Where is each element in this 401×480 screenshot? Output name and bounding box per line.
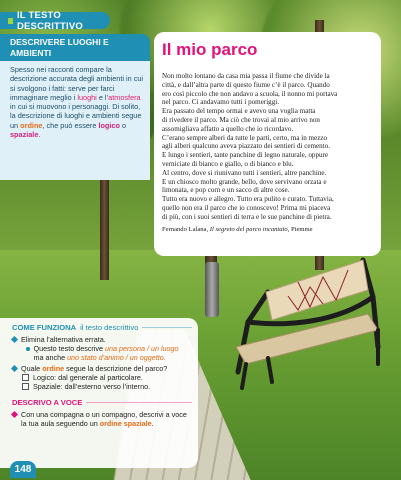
divider <box>86 402 192 403</box>
question-1-item-text <box>34 344 179 362</box>
keyword-ordine: ordine <box>42 363 65 373</box>
checkbox-option-logico[interactable] <box>12 373 192 382</box>
source-citation <box>162 226 373 233</box>
text-line: agli alberi qualcuno aveva piazzato dei sentieri di cemento. <box>162 142 331 151</box>
question-2-text <box>21 364 167 373</box>
q-text: Questo testo descrive <box>33 344 106 354</box>
choice-option[interactable]: uno stato d’animo / un oggetto. <box>67 353 166 363</box>
text-line: nel parco. Ci andavamo tutti i pomeriggi. <box>162 98 280 107</box>
keyword-ordine: ordine <box>20 120 43 130</box>
keyword-ordine-spaziale: ordine spaziale <box>99 419 152 429</box>
checkbox[interactable] <box>22 383 29 390</box>
section-heading-funziona <box>12 323 192 332</box>
text-line: Al centro, dove si riunivano tutti i sentieri, altre panchine. <box>162 168 327 177</box>
theory-text: . <box>38 130 41 140</box>
keyword-spaziale: spaziale <box>10 130 39 140</box>
text-line: città, e dall’altra parte di questo fiume c’è il parco. Quando <box>162 80 330 89</box>
text-line: C’erano sempre alberi da tutte le parti, certo, ma in mezzo <box>162 133 328 142</box>
text-line: Era passato del tempo ormai e avevo una voglia matta <box>162 107 316 116</box>
checkbox-label: Logico: dal generale al particolare. <box>33 372 143 382</box>
source-publisher: , Piemme <box>287 225 313 233</box>
choice-option[interactable]: una persona / un luogo <box>105 344 179 354</box>
section-ribbon-label: IL TESTO DESCRITTIVO <box>16 9 84 32</box>
diamond-bullet-icon <box>11 411 18 418</box>
source-book-title: Il segreto del parco incantato <box>209 225 288 233</box>
question-2 <box>12 364 192 373</box>
theory-text: o <box>119 120 127 130</box>
park-bench-icon <box>228 252 388 392</box>
theory-box-text <box>0 61 150 180</box>
question-1-item[interactable] <box>12 344 192 362</box>
text-line: Non molto lontano da casa mia passa il fiume che divide la <box>162 72 330 80</box>
heading-rest: il testo descrittivo <box>80 323 139 332</box>
source-author: Fernando Lalana, <box>162 225 210 233</box>
theory-box <box>0 34 150 182</box>
text-line: di più, con i suoi sentieri di terra e le sue panchine di pietra. <box>162 212 332 221</box>
q-text: . <box>151 419 154 429</box>
section-heading-voce <box>12 398 192 407</box>
square-bullet-icon <box>8 18 13 24</box>
exercise-box <box>0 318 198 468</box>
text-line: Tutto era nuovo e allegro. Tutto era pulito e curato. Tuttavia, <box>162 195 334 204</box>
reading-title: Il mio parco <box>162 40 258 59</box>
heading-caps: DESCRIVO A VOCE <box>12 398 83 408</box>
question-3-text <box>21 410 192 428</box>
theory-text: Spesso nei racconti compare la descrizione accurata degli ambienti in cui si svolgono i fatti: serve per farci immaginare meglio i <box>10 65 144 102</box>
diamond-bullet-icon <box>11 365 18 372</box>
page-number: 148 <box>10 461 36 478</box>
text-line: ero così piccolo che non andavo a scuola, il nonno mi portava <box>162 89 338 98</box>
q-text: segue la descrizione del parco? <box>64 363 168 373</box>
checkbox-option-spaziale[interactable] <box>12 382 192 391</box>
theory-box-title: DESCRIVERE LUOGHI E AMBIENTI <box>0 34 150 61</box>
question-1-text: Elimina l’alternativa errata. <box>21 335 106 344</box>
dot-bullet-icon <box>26 347 30 351</box>
section-ribbon <box>0 9 110 32</box>
text-line: limonata, e pop corn e un sacco di altre cose. <box>162 186 290 195</box>
keyword-atmosfera: atmosfera <box>108 92 141 102</box>
text-line: E un chiosco molto grande, bello, dove servivano orzata e <box>162 177 327 186</box>
text-line: verniciate di bianco e giallo, o di bianco e blu. <box>162 159 294 168</box>
divider <box>142 327 192 328</box>
q-text: Quale <box>21 363 43 373</box>
keyword-logico: logico <box>98 120 120 130</box>
diamond-bullet-icon <box>11 336 18 343</box>
question-3 <box>12 410 192 428</box>
theory-text: e l’ <box>96 92 109 102</box>
text-line: assomigliava affatto a quello che io ricordavo. <box>162 124 294 133</box>
question-1 <box>12 335 192 344</box>
text-line: E lungo i sentieri, tante panchine di legno naturale, oppure <box>162 151 329 160</box>
theory-text: , che può essere <box>42 120 99 130</box>
text-line: di rivedere il parco. Ma ciò che trovai al mio arrivo non <box>162 115 320 124</box>
text-line: quello non era il parco che io conoscevo! Prima mi piaceva <box>162 203 331 212</box>
q-text: Con una compagna o un compagno, descrivi a voce la tua aula seguendo un <box>21 410 187 429</box>
reading-card <box>154 32 381 256</box>
keyword-luoghi: luoghi <box>77 92 97 102</box>
q-text: ma anche <box>33 353 68 363</box>
lamp-post <box>205 262 219 317</box>
heading-caps: COME FUNZIONA <box>12 323 77 332</box>
checkbox-label: Spaziale: dall’esterno verso l’interno. <box>33 382 151 392</box>
theory-text: in cui si muovono i personaggi. Di solito, la descrizione di luoghi e ambienti segue un <box>10 102 142 130</box>
checkbox[interactable] <box>22 374 29 381</box>
reading-text <box>162 72 373 222</box>
